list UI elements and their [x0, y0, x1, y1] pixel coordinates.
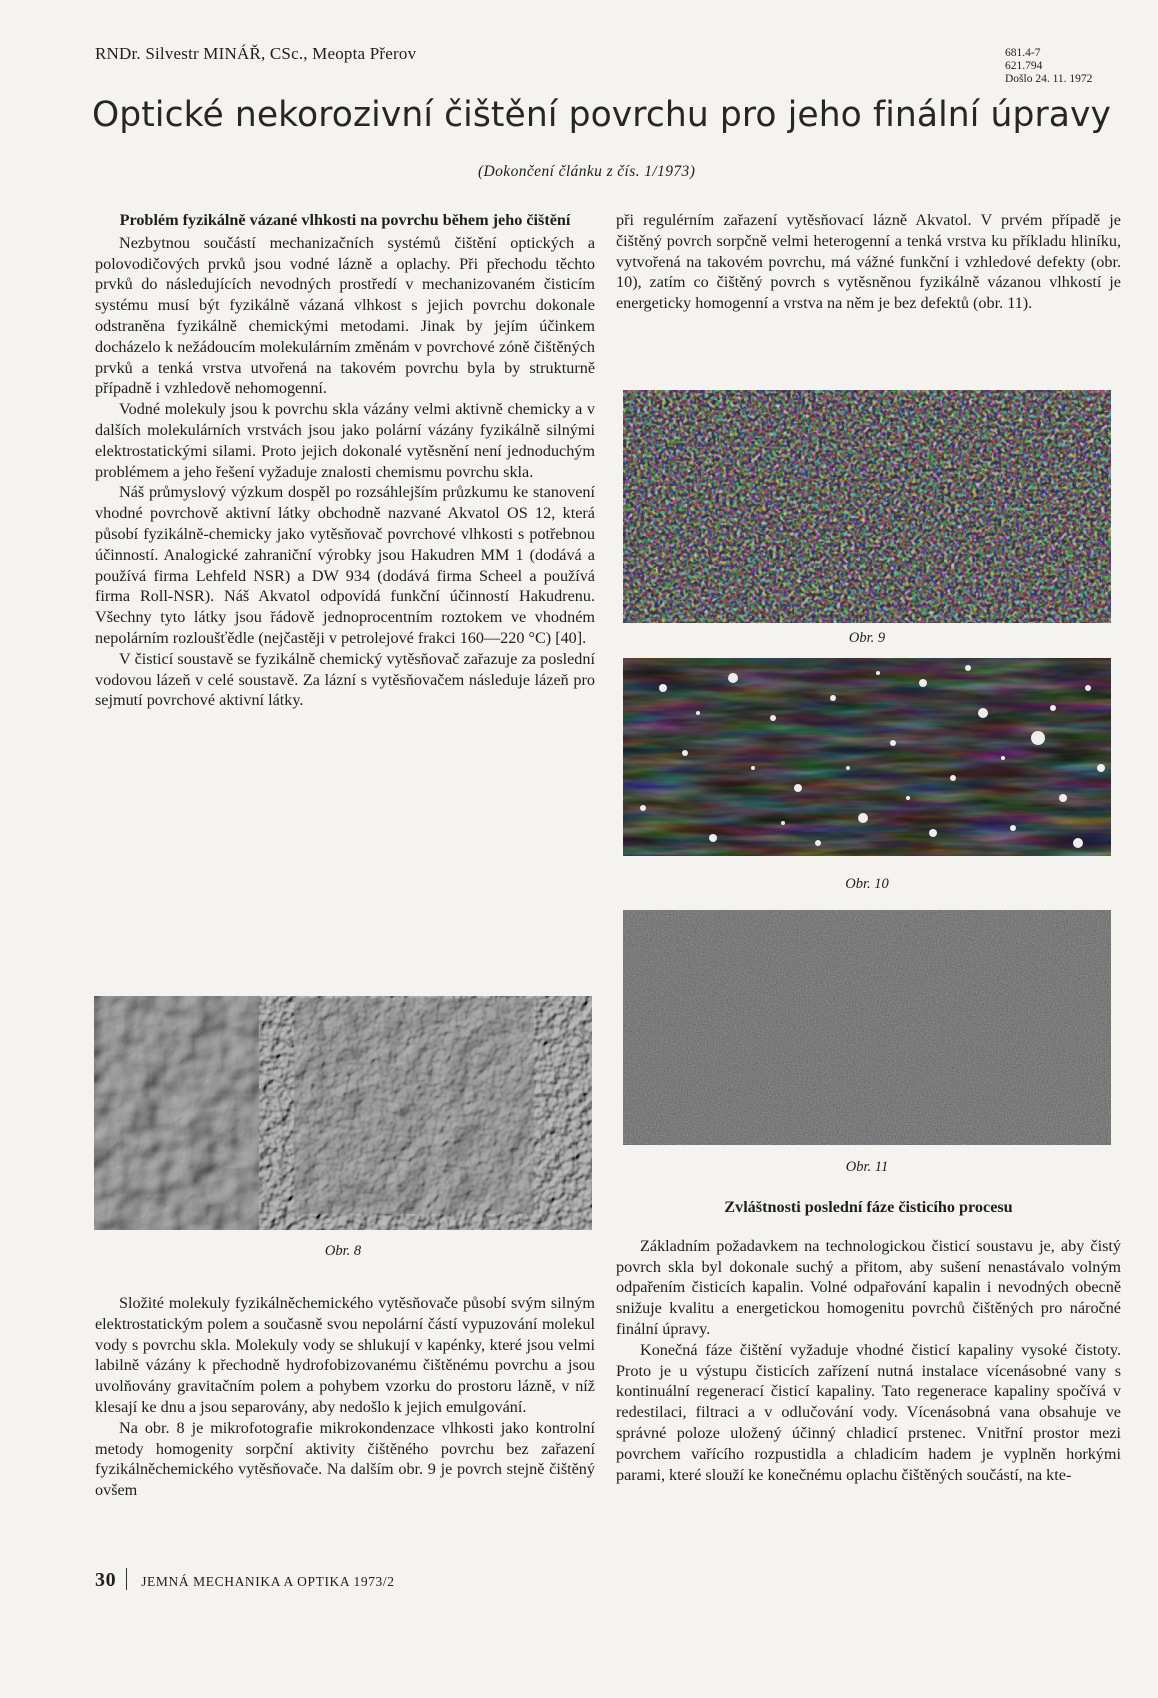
udc-code-1: 681.4-7 [1005, 47, 1041, 59]
paragraph: Konečná fáze čištění vyžaduje vhodné čisticí kapaliny vysoké čistoty. Proto je u výstupu čisticích zařízení nutná instalace vícenásobné vany s kontinuální regenerací čisticí kapaliny. Tato regenerace kapaliny spočívá v redestilaci, filtraci a v odlučování vody. Vícenásobná vana obsahuje ve správné poloze uložený účinný chladicí prstenec. Vnitřní prostor mezi povrchem vařícího rozpustidla a chladicím hadem je vyplněn horkými parami, které slouží ke konečnému oplachu čištěných součástí, na kte- [616, 1340, 1121, 1484]
paragraph: Složité molekuly fyzikálněchemického vytěsňovače působí svým silným elektrostatickým polem a současně svou nepolární částí vypuzování molekul vody s povrchu skla. Molekuly vody se shlukují v kapénky, které jsou velmi labilně vázány k přechodně hydrofobizovanému čištěnému povrchu a jsou uvolňovány gravitačním polem a pohybem vzorku do prostoru lázně, v níž klesají ke dnu a jsou separovány, aby nedošlo k jejich emulgování. [95, 1294, 595, 1416]
continuation-note: (Dokončení článku z čís. 1/1973) [478, 163, 696, 180]
paragraph: Na obr. 8 je mikrofotografie mikrokondenzace vlhkosti jako kontrolní metody homogenity sorpční aktivity čištěného povrchu bez zařazení fyzikálněchemického vytěsňovače. Na dalším obr. 9 je povrch stejně čištěný ovšem [95, 1418, 595, 1500]
right-column-bottom [616, 1197, 1121, 1485]
udc-code-2: 621.794 [1005, 60, 1043, 72]
figure-8-caption: Obr. 8 [324, 1243, 362, 1259]
figure-11-caption: Obr. 11 [845, 1159, 889, 1175]
paragraph: Základním požadavkem na technologickou čisticí soustavu je, aby čistý povrch skla byl dokonale suchý a přitom, aby sušení nenastávalo volným odpařením čisticích kapalin. Volné odpařování kapalin i nevodných obecně snižuje kvalitu a energetickou homogenitu povrchů čištěných pro náročné finální úpravy. [616, 1236, 1121, 1338]
figure-10-caption: Obr. 10 [845, 876, 889, 892]
section-heading-2: Zvláštnosti poslední fáze čisticího procesu [724, 1198, 1013, 1216]
left-column-top [95, 210, 595, 711]
figure-8-micrograph [94, 996, 592, 1230]
paragraph: Nezbytnou součástí mechanizačních systémů čištění optických a polovodičových prvků jsou vodné lázně a oplachy. Při přechodu těchto prvků do následujících nevodných prostředí v mechanizovaném čisticím systému musí být fyzikálně vázaná vlhkost s jejich povrchu dokonale odstraněna fyzikálně chemickými metodami. Jinak by jejím účinkem docházelo k nežádoucím molekulárním změnám v povrchové zóně čištěných prvků a tenká vrstva utvořená na takovém povrchu byla by strukturně případně i vzhledově nehomogenní. [95, 233, 595, 398]
paragraph: Vodné molekuly jsou k povrchu skla vázány velmi aktivně chemicky a v dalších molekulárních vrstvách jsou jako polární vázány fyzikálně silnými elektrostatickými silami. Proto jejich dokonalé vytěsnění není jednoduchým problémem a jeho řešení vyžaduje znalosti chemismu povrchu skla. [95, 400, 595, 481]
footer-divider [126, 1568, 127, 1590]
received-date: Došlo 24. 11. 1972 [1005, 73, 1093, 85]
figure-9-micrograph [623, 390, 1111, 623]
paragraph: V čisticí soustavě se fyzikálně chemický vytěsňovač zařazuje za poslední vodovou lázeň v celé soustavě. Za lázní s vytěsňovačem následuje lázeň pro sejmutí povrchové aktivní látky. [95, 649, 595, 710]
page-footer [95, 1568, 395, 1592]
paragraph: při regulérním zařazení vytěsňovací lázně Akvatol. V prvém případě je čištěný povrch sorpčně velmi heterogenní a tenká vrstva ku příkladu hliníku, vytvořená na takovém povrchu, má vážné funkční i vzhledové defekty (obr. 10), zatím co čištěný povrch s vytěsněnou fyzikálně vázanou vlhkostí je energeticky homogenní a vrstva na něm je bez defektů (obr. 11). [616, 211, 1121, 313]
paragraph: Náš průmyslový výzkum dospěl po rozsáhlejším průzkumu ke stanovení vhodné povrchově aktivní látky obchodně nazvané Akvatol OS 12, která působí fyzikálně-chemicky jako vytěsňovač povrchové vlhkosti s potřebnou účinností. Analogické zahraniční výrobky jsou Hakudren MM 1 (dodává a používá firma Lehfeld NSR) a DW 934 (dodává firma Scheel a používá firma Roll-NSR). Náš Akvatol odpovídá funkční účinností Hakudrenu. Všechny tyto látky jsou řádově jednoprocentním roztokem ve vhodném nepolárním rozloušťědle (nejčastěji v petrolejové frakci 160—220 °C) [40]. [95, 483, 595, 647]
right-column-top [616, 210, 1121, 314]
article-title: Optické nekorozivní čištění povrchu pro jeho finální úpravy [92, 95, 1112, 135]
author-line: RNDr. Silvestr MINÁŘ, CSc., Meopta Přerov [95, 44, 417, 63]
classification-codes [1005, 47, 1092, 86]
page-number: 30 [95, 1569, 117, 1591]
figure-9-caption: Obr. 9 [848, 630, 886, 646]
journal-name: JEMNÁ MECHANIKA A OPTIKA 1973/2 [141, 1574, 395, 1589]
section-heading-1: Problém fyzikálně vázané vlhkosti na povrchu během jeho čištění [119, 211, 571, 229]
left-column-bottom [95, 1293, 595, 1501]
figure-11-micrograph [623, 910, 1111, 1145]
figure-10-micrograph [623, 658, 1111, 856]
